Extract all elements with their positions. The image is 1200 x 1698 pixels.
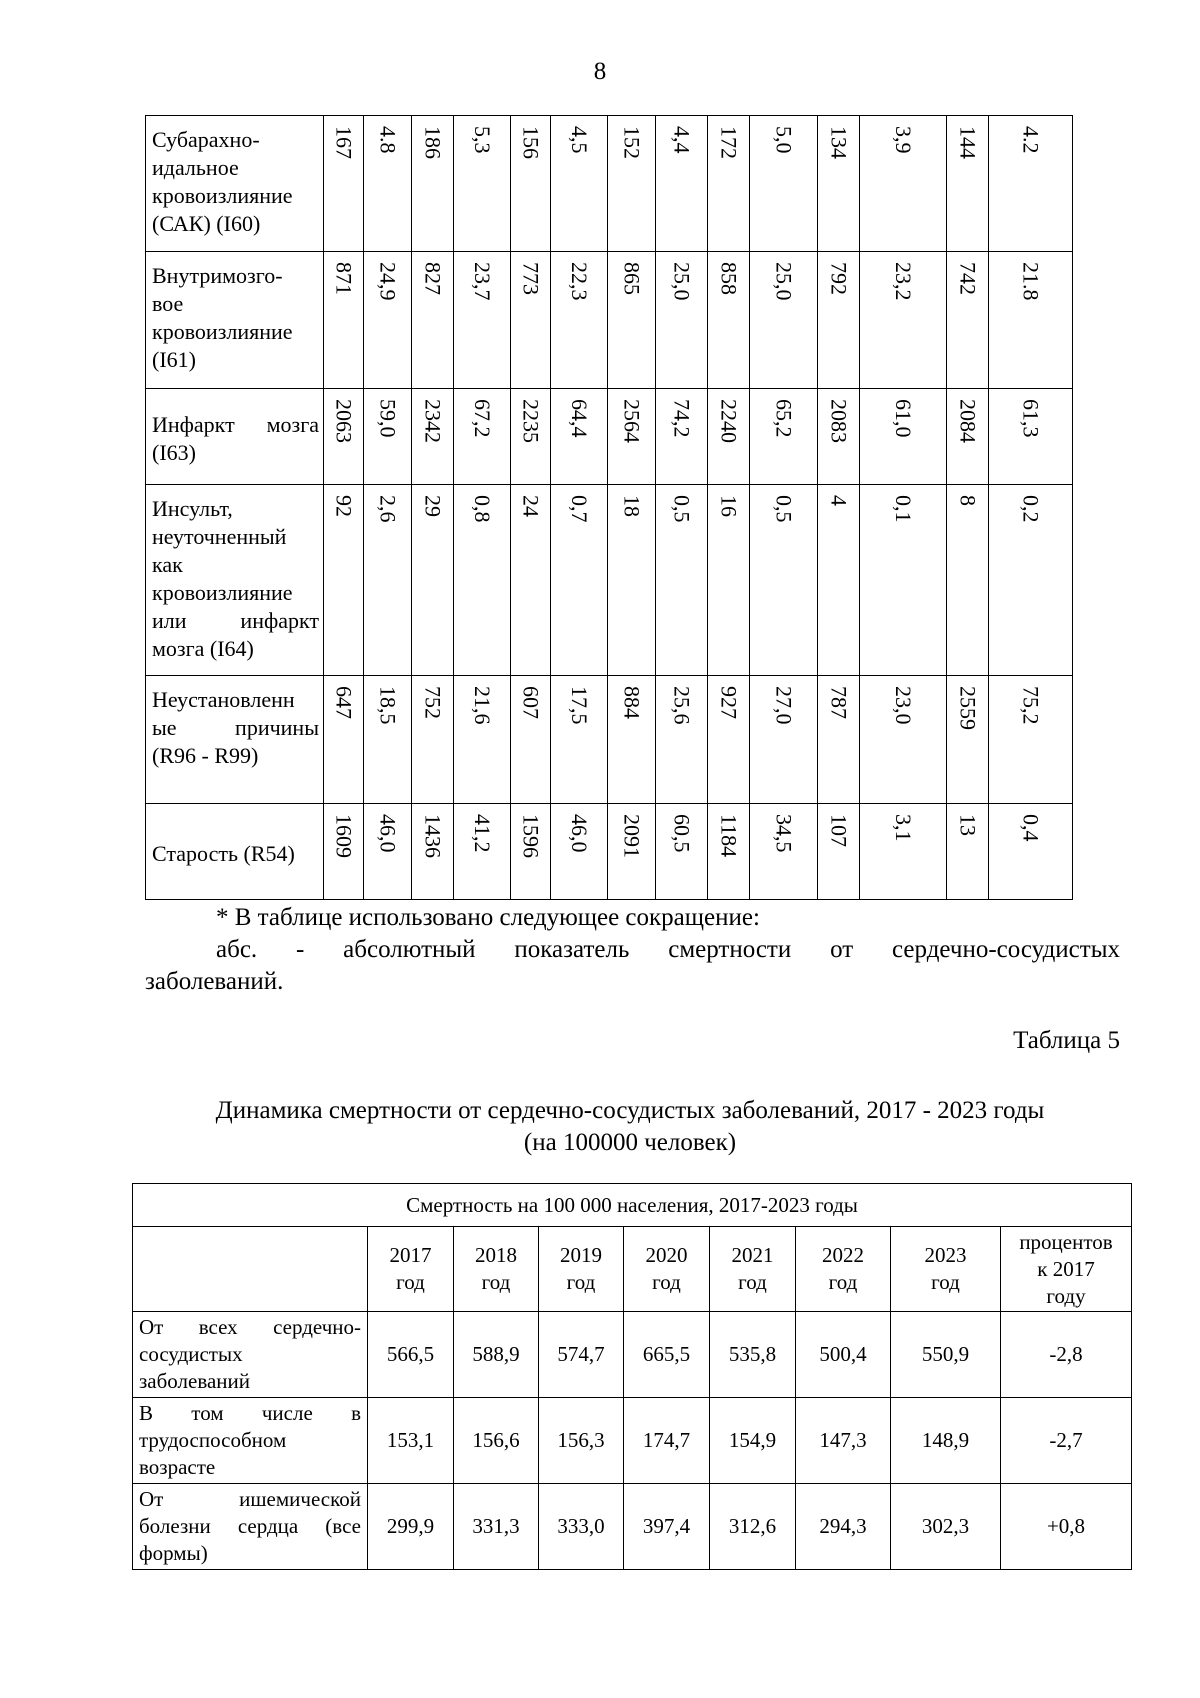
value-cell: 299,9 — [368, 1484, 454, 1570]
value-cell: 871 — [324, 252, 364, 389]
table-footnote — [145, 902, 1120, 998]
value-cell: 4,5 — [551, 116, 608, 252]
value-cell: 773 — [511, 252, 551, 389]
group-header: Смертность на 100 000 населения, 2017-2023 годы — [133, 1184, 1132, 1227]
value-cell: 65,2 — [750, 389, 818, 485]
value-cell: 29 — [412, 485, 454, 676]
header-cell: 2021 год — [710, 1227, 796, 1312]
row-label: От ишемической болезни сердца (все формы) — [133, 1484, 368, 1570]
value-cell: 61,3 — [989, 389, 1073, 485]
value-cell: 302,3 — [891, 1484, 1001, 1570]
value-cell: 24,9 — [364, 252, 412, 389]
value-cell: -2,7 — [1001, 1398, 1132, 1484]
value-cell: 588,9 — [454, 1312, 539, 1398]
table-row — [146, 252, 1073, 389]
value-cell: 18,5 — [364, 676, 412, 804]
table-row — [146, 485, 1073, 676]
table-row — [146, 804, 1073, 900]
value-cell: 0,8 — [454, 485, 511, 676]
value-cell: 156,3 — [539, 1398, 624, 1484]
header-cell: 2022 год — [796, 1227, 891, 1312]
stroke-mortality-table — [145, 115, 1073, 900]
value-cell: 134 — [818, 116, 860, 252]
value-cell: 312,6 — [710, 1484, 796, 1570]
value-cell: 59,0 — [364, 389, 412, 485]
value-cell: 16 — [708, 485, 750, 676]
table-row — [133, 1398, 1132, 1484]
value-cell: 172 — [708, 116, 750, 252]
value-cell: 792 — [818, 252, 860, 389]
table-row — [146, 676, 1073, 804]
value-cell: 74,2 — [656, 389, 708, 485]
value-cell: 884 — [608, 676, 656, 804]
value-cell: 156 — [511, 116, 551, 252]
value-cell: 67,2 — [454, 389, 511, 485]
value-cell: 535,8 — [710, 1312, 796, 1398]
table-number: Таблица 5 — [1013, 1027, 1120, 1054]
row-label: Старость (R54) — [146, 804, 324, 900]
value-cell: 153,1 — [368, 1398, 454, 1484]
value-cell: 5,3 — [454, 116, 511, 252]
value-cell: 397,4 — [624, 1484, 710, 1570]
value-cell: 0,5 — [656, 485, 708, 676]
value-cell: 0,7 — [551, 485, 608, 676]
value-cell: 2063 — [324, 389, 364, 485]
value-cell: 148,9 — [891, 1398, 1001, 1484]
value-cell: 107 — [818, 804, 860, 900]
footnote-line: * В таблице использовано следующее сокращение: — [216, 904, 760, 931]
value-cell: 294,3 — [796, 1484, 891, 1570]
value-cell: 147,3 — [796, 1398, 891, 1484]
value-cell: 0,4 — [989, 804, 1073, 900]
value-cell: 665,5 — [624, 1312, 710, 1398]
value-cell: 2091 — [608, 804, 656, 900]
value-cell: 3,9 — [860, 116, 947, 252]
value-cell: 2,6 — [364, 485, 412, 676]
value-cell: 550,9 — [891, 1312, 1001, 1398]
value-cell: 827 — [412, 252, 454, 389]
value-cell: 64,4 — [551, 389, 608, 485]
value-cell: 1184 — [708, 804, 750, 900]
value-cell: 2235 — [511, 389, 551, 485]
header-cell: 2023 год — [891, 1227, 1001, 1312]
header-row — [133, 1227, 1132, 1312]
footnote-line: абс. - абсолютный показатель смертности от сердечно-сосудистых — [216, 936, 1120, 963]
header-cell: 2018 год — [454, 1227, 539, 1312]
value-cell: 607 — [511, 676, 551, 804]
table-row — [146, 116, 1073, 252]
footnote-line: заболеваний. — [145, 968, 284, 995]
value-cell: 23,0 — [860, 676, 947, 804]
mortality-dynamics-table — [132, 1183, 1132, 1570]
value-cell: 144 — [947, 116, 989, 252]
value-cell: 23,2 — [860, 252, 947, 389]
table-row — [146, 389, 1073, 485]
value-cell: 927 — [708, 676, 750, 804]
value-cell: 156,6 — [454, 1398, 539, 1484]
value-cell: 333,0 — [539, 1484, 624, 1570]
value-cell: 25,0 — [750, 252, 818, 389]
value-cell: 22,3 — [551, 252, 608, 389]
value-cell: 0,5 — [750, 485, 818, 676]
value-cell: 2564 — [608, 389, 656, 485]
value-cell: -2,8 — [1001, 1312, 1132, 1398]
value-cell: 2084 — [947, 389, 989, 485]
value-cell: 13 — [947, 804, 989, 900]
value-cell: 21,6 — [454, 676, 511, 804]
value-cell: 75,2 — [989, 676, 1073, 804]
value-cell: 331,3 — [454, 1484, 539, 1570]
row-label: От всех сердечно- сосудистых заболеваний — [133, 1312, 368, 1398]
value-cell: 2083 — [818, 389, 860, 485]
header-cell — [133, 1227, 368, 1312]
value-cell: 0,2 — [989, 485, 1073, 676]
value-cell: 500,4 — [796, 1312, 891, 1398]
row-label: Неустановленн ые причины (R96 - R99) — [146, 676, 324, 804]
value-cell: 167 — [324, 116, 364, 252]
value-cell: 25,6 — [656, 676, 708, 804]
value-cell: 46,0 — [551, 804, 608, 900]
value-cell: 46,0 — [364, 804, 412, 900]
table-caption: Динамика смертности от сердечно-сосудистых заболеваний, 2017 - 2023 годы (на 100000 человек) — [215, 1097, 1045, 1156]
value-cell: +0,8 — [1001, 1484, 1132, 1570]
value-cell: 2559 — [947, 676, 989, 804]
value-cell: 21.8 — [989, 252, 1073, 389]
table-row — [133, 1184, 1132, 1227]
value-cell: 5,0 — [750, 116, 818, 252]
row-label: Инфаркт мозга (I63) — [146, 389, 324, 485]
value-cell: 4.8 — [364, 116, 412, 252]
value-cell: 23,7 — [454, 252, 511, 389]
value-cell: 18 — [608, 485, 656, 676]
value-cell: 4.2 — [989, 116, 1073, 252]
value-cell: 152 — [608, 116, 656, 252]
value-cell: 34,5 — [750, 804, 818, 900]
page-number: 8 — [593, 58, 607, 85]
value-cell: 787 — [818, 676, 860, 804]
value-cell: 61,0 — [860, 389, 947, 485]
row-label: Субарахно- идальное кровоизлияние (САК) (I60) — [146, 116, 324, 252]
header-cell: процентов к 2017 году — [1001, 1227, 1132, 1312]
value-cell: 2342 — [412, 389, 454, 485]
value-cell: 186 — [412, 116, 454, 252]
value-cell: 174,7 — [624, 1398, 710, 1484]
value-cell: 17,5 — [551, 676, 608, 804]
value-cell: 1436 — [412, 804, 454, 900]
value-cell: 4 — [818, 485, 860, 676]
value-cell: 574,7 — [539, 1312, 624, 1398]
table-row — [133, 1312, 1132, 1398]
header-cell: 2020 год — [624, 1227, 710, 1312]
row-label: В том числе в трудоспособном возрасте — [133, 1398, 368, 1484]
value-cell: 92 — [324, 485, 364, 676]
value-cell: 858 — [708, 252, 750, 389]
row-label: Внутримозго- вое кровоизлияние (I61) — [146, 252, 324, 389]
value-cell: 3,1 — [860, 804, 947, 900]
value-cell: 25,0 — [656, 252, 708, 389]
value-cell: 41,2 — [454, 804, 511, 900]
value-cell: 742 — [947, 252, 989, 389]
value-cell: 154,9 — [710, 1398, 796, 1484]
value-cell: 566,5 — [368, 1312, 454, 1398]
value-cell: 1596 — [511, 804, 551, 900]
value-cell: 865 — [608, 252, 656, 389]
value-cell: 60,5 — [656, 804, 708, 900]
value-cell: 752 — [412, 676, 454, 804]
value-cell: 4,4 — [656, 116, 708, 252]
row-label: Инсульт, неуточненный как кровоизлияние или инфаркт мозга (I64) — [146, 485, 324, 676]
value-cell: 24 — [511, 485, 551, 676]
value-cell: 1609 — [324, 804, 364, 900]
header-cell: 2019 год — [539, 1227, 624, 1312]
value-cell: 27,0 — [750, 676, 818, 804]
header-cell: 2017 год — [368, 1227, 454, 1312]
table-row — [133, 1484, 1132, 1570]
value-cell: 8 — [947, 485, 989, 676]
value-cell: 647 — [324, 676, 364, 804]
value-cell: 0,1 — [860, 485, 947, 676]
value-cell: 2240 — [708, 389, 750, 485]
